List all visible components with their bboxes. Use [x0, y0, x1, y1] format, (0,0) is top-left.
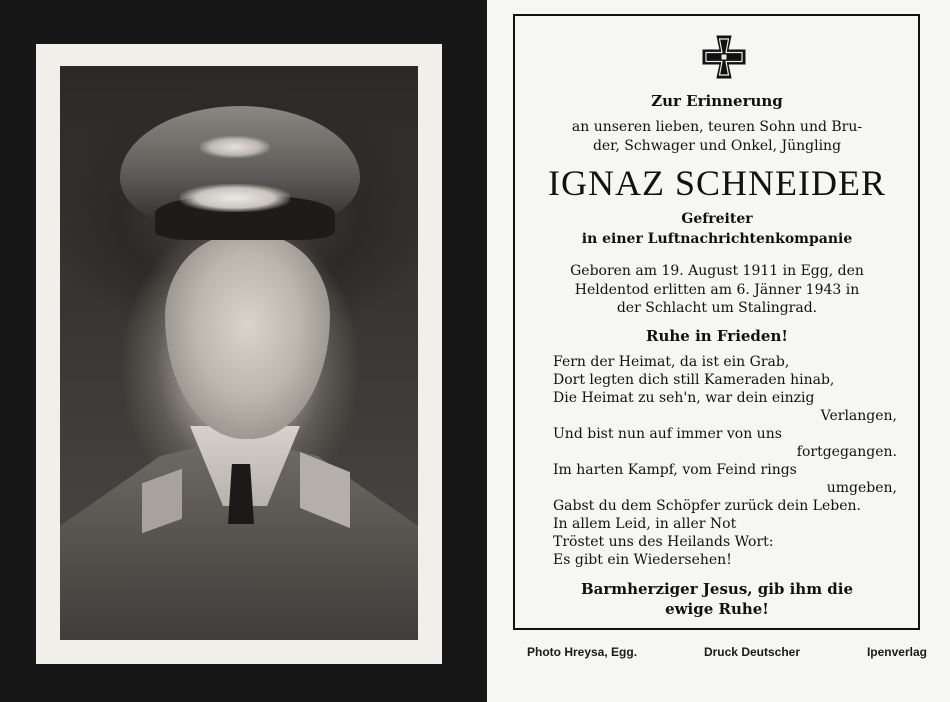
- portrait-tie: [228, 464, 254, 524]
- closing-line-2: ewige Ruhe!: [665, 600, 769, 618]
- life-line-3: der Schlacht um Stalingrad.: [616, 300, 818, 316]
- rank-line-1: Gefreiter: [681, 211, 753, 227]
- photo-card: [36, 44, 442, 664]
- poem-line: Tröstet uns des Heilands Wort:: [553, 534, 774, 550]
- intro-line-2: der, Schwager und Onkel, Jüngling: [592, 138, 842, 154]
- poem-line: Gabst du dem Schöpfer zurück dein Leben.: [553, 498, 861, 514]
- footer-print-credit: Druck Deutscher: [703, 645, 801, 659]
- deceased-name: IGNAZ SCHNEIDER: [548, 163, 886, 203]
- footer-publisher: Ipenverlag: [866, 645, 927, 659]
- poem-line: Es gibt ein Wiedersehen!: [553, 552, 732, 568]
- footer-photo-credit: Photo Hreysa, Egg.: [527, 645, 638, 659]
- poem-line: Fern der Heimat, da ist ein Grab,: [553, 354, 790, 370]
- heading: Zur Erinnerung: [651, 92, 783, 110]
- poem-line: Im harten Kampf, vom Feind rings: [553, 462, 797, 478]
- life-line-2: Heldentod erlitten am 6. Jänner 1943 in: [574, 282, 860, 298]
- cap-badge-icon: [180, 184, 290, 212]
- portrait-face: [165, 234, 330, 439]
- iron-cross-icon: [701, 34, 747, 80]
- rest-in-peace: Ruhe in Frieden!: [646, 327, 788, 345]
- poem-line: umgeben,: [826, 480, 897, 496]
- poem-line: fortgegangen.: [796, 444, 897, 460]
- poem-line: Die Heimat zu seh'n, war dein einzig: [553, 390, 815, 406]
- cap-eagle-icon: [200, 136, 270, 158]
- intro-line-1: an unseren lieben, teuren Sohn und Bru-: [571, 119, 863, 135]
- life-line-1: Geboren am 19. August 1911 in Egg, den: [570, 263, 864, 279]
- poem-line: Und bist nun auf immer von uns: [553, 426, 782, 442]
- rank-line-2: in einer Luftnachrichtenkompanie: [581, 231, 853, 247]
- poem-line: Dort legten dich still Kameraden hinab,: [553, 372, 835, 388]
- poem-line: In allem Leid, in aller Not: [553, 516, 737, 532]
- soldier-portrait: [60, 66, 418, 640]
- closing-line-1: Barmherziger Jesus, gib ihm die: [580, 580, 854, 598]
- text-card: [487, 0, 950, 702]
- poem-line: Verlangen,: [820, 408, 897, 424]
- printer-footer: [527, 645, 927, 659]
